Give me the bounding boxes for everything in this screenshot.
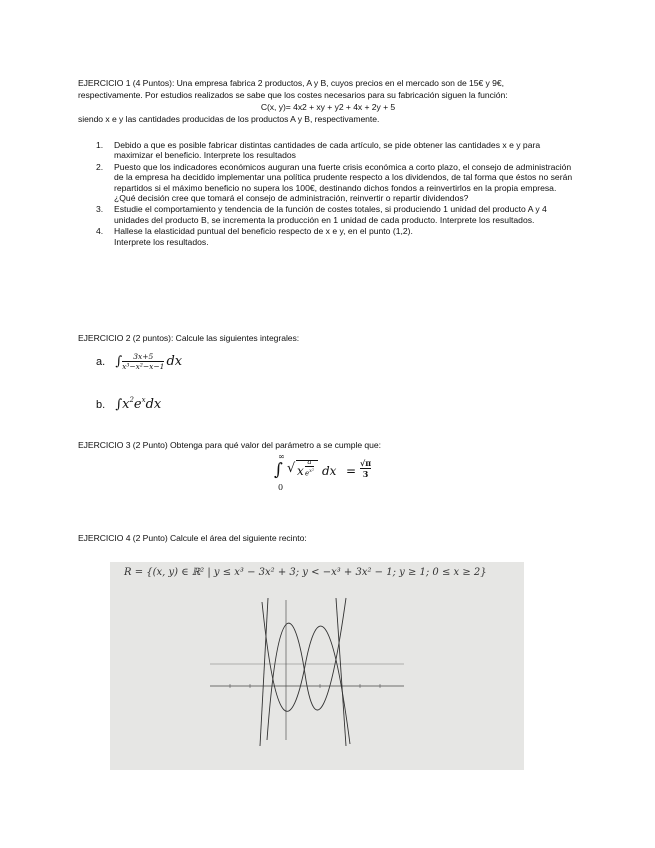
curve-cubic-2 <box>262 602 350 744</box>
region-definition: R = {(x, y) ∈ ℝ² | y ≤ x³ − 3x² + 3; y < −x³ + 3x² − 1; y ≥ 1; 0 ≤ x ≥ 2} <box>124 567 487 578</box>
ej2-title: EJERCICIO 2 (2 puntos): Calcule las siguientes integrales: <box>78 333 300 343</box>
ej1-item-3: 3. Estudie el comportamiento y tendencia de la función de costes totales, si produciendo 1 unidad del producto A y 4 unidades del producto B, se incrementa la producción en 1 unidad de cada producto. Interprete los resultados. <box>96 204 547 225</box>
ej1-intro-line1: EJERCICIO 1 (4 Puntos): Una empresa fabrica 2 productos, A y B, cuyos precios en el mercado son de 15€ y 9€, <box>78 78 504 88</box>
ej1-intro-line3: siendo x e y las cantidades producidas de los productos A y B, respectivamente. <box>78 114 380 124</box>
ej4-title: EJERCICIO 4 (2 Punto) Calcule el área del siguiente recinto: <box>78 533 307 543</box>
ej1-item-4: 4. Hallese la elasticidad puntual del beneficio respecto de x e y, en el punto (1,2). Interprete los resultados. <box>96 226 413 247</box>
ej1-question-list <box>96 140 576 248</box>
ej3-rhs: √π 3 <box>360 458 372 479</box>
region-photo <box>110 562 524 770</box>
ej1-intro-line2: respectivamente. Por estudios realizados se sabe que los costes necesarios para su fabricación siguen la función: <box>78 90 508 100</box>
ej1-cost-function: C(x, y)= 4x2 + xy + y2 + 4x + 2y + 5 <box>260 102 396 112</box>
ej2-a-fraction: $\frac{3x+5}{\text{x³−x²−x−1}}$ <box>122 352 165 371</box>
curve-cubic-1 <box>267 598 346 740</box>
ej1-item-2: 2. Puesto que los indicadores económicos auguran una fuerte crisis económica a corto plazo, el consejo de administración de la empresa ha decidido implementar una política prudente respecto a los dividendos, de tal forma que éstos no serán repartidos si el máximo beneficio no supera los 100€, destinando dichos fondos a reinvertirlos en la propia empresa. ¿Qué decisión cree que tomará el consejo de administración, reinvertir o repartir dividendos? <box>96 161 573 204</box>
region-graph <box>110 562 524 770</box>
ej2-integral-a: a. ∫ $\frac{3x+5}{\text{x³−x²−x−1}}$ dx <box>96 352 183 371</box>
line-x2 <box>336 598 346 746</box>
ej2-integral-b: b. $\int x^2e^xdx$ <box>96 396 162 412</box>
ej3-equation: ∞ ∫ 0 √ x a $e^{x^2}$ dx = √π 3 <box>274 452 372 492</box>
ej3-title: EJERCICIO 3 (2 Punto) Obtenga para qué valor del parámetro a se cumple que: <box>78 440 381 450</box>
ej1-item-1: 1. Debido a que es posible fabricar distintas cantidades de cada artículo, se pide obtener las cantidades x e y para maximizar el beneficio. Interprete los resultados <box>96 140 541 161</box>
